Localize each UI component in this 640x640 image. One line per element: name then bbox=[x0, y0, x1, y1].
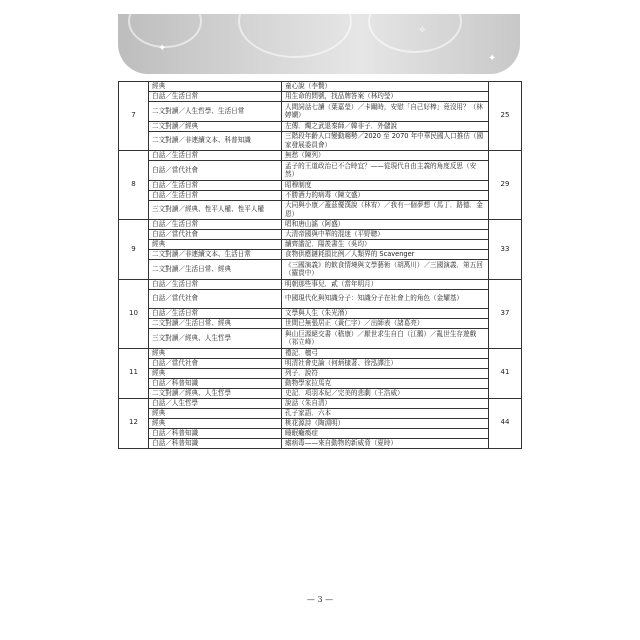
table-row bbox=[119, 428, 522, 438]
article-title: 世間已無張居正（黃仁宇）／出師表（諸葛亮） bbox=[282, 319, 489, 329]
page-reference: 44 bbox=[489, 398, 522, 448]
table-row bbox=[119, 260, 522, 280]
table-row bbox=[119, 250, 522, 260]
article-title: 不勝酒力的病毒（陳文盛） bbox=[282, 190, 489, 200]
article-title: 孟子的王道政治已不合時宜？——從現代自由主義的角度反思（安然） bbox=[282, 161, 489, 181]
text-type: 三文對讀／經典、人生哲學 bbox=[149, 329, 282, 349]
unit-number: 12 bbox=[119, 398, 149, 448]
table-row bbox=[119, 102, 522, 122]
page-reference: 37 bbox=[489, 279, 522, 348]
text-type: 二文對讀／經典 bbox=[149, 121, 282, 131]
article-title: 昭穆制度 bbox=[282, 180, 489, 190]
text-type: 經典 bbox=[149, 82, 282, 92]
unit-number: 10 bbox=[119, 279, 149, 348]
article-title: 孔子家語．六本 bbox=[282, 408, 489, 418]
text-type: 二文對讀／生活日常、經典 bbox=[149, 319, 282, 329]
table-row bbox=[119, 368, 522, 378]
text-type: 白話／當代社會 bbox=[149, 289, 282, 309]
text-type: 經典 bbox=[149, 240, 282, 250]
text-type: 白話／當代社會 bbox=[149, 161, 282, 181]
article-title: 列子．說符 bbox=[282, 368, 489, 378]
page-reference: 33 bbox=[489, 220, 522, 280]
article-title: 文學與人生（朱光潛） bbox=[282, 309, 489, 319]
text-type: 經典 bbox=[149, 368, 282, 378]
text-type: 白話／當代社會 bbox=[149, 230, 282, 240]
table-row bbox=[119, 230, 522, 240]
article-title: 續齊諧記．陽羨書生（吳均） bbox=[282, 240, 489, 250]
article-title: 左傳．燭之武退秦師／韓非子．外儲說 bbox=[282, 121, 489, 131]
text-type: 經典 bbox=[149, 418, 282, 428]
unit-number: 8 bbox=[119, 151, 149, 220]
table-row bbox=[119, 220, 522, 230]
table-row bbox=[119, 378, 522, 388]
unit-number: 7 bbox=[119, 82, 149, 151]
unit-number: 11 bbox=[119, 348, 149, 398]
article-title: 明清社會史論（何炳棣著、徐泓譯注） bbox=[282, 358, 489, 368]
table-row bbox=[119, 388, 522, 398]
text-type: 白話／生活日常 bbox=[149, 180, 282, 190]
text-type: 二文對讀／非連續文本、生活日常 bbox=[149, 250, 282, 260]
text-type: 二文對讀／生活日常、經典 bbox=[149, 260, 282, 280]
page-reference: 41 bbox=[489, 348, 522, 398]
contents-table bbox=[118, 81, 522, 449]
banner-swirl bbox=[238, 14, 352, 58]
table-row bbox=[119, 309, 522, 319]
text-type: 白話／人生哲學 bbox=[149, 398, 282, 408]
decorative-header-banner bbox=[118, 14, 520, 74]
table-row bbox=[119, 180, 522, 190]
table-row bbox=[119, 240, 522, 250]
text-type: 白話／生活日常 bbox=[149, 279, 282, 289]
text-type: 經典 bbox=[149, 348, 282, 358]
article-title: 用生命的問號，找品牌答案（林玓瑩） bbox=[282, 92, 489, 102]
table-row bbox=[119, 151, 522, 161]
table-row bbox=[119, 329, 522, 349]
table-row bbox=[119, 82, 522, 92]
table-row bbox=[119, 398, 522, 408]
article-title: 桃花源詩（陶淵明） bbox=[282, 418, 489, 428]
article-title: 說話（朱自清） bbox=[282, 398, 489, 408]
article-title: 《三國演義》的飲食情境與文學藝術（胡萬川）／三國演義．第五回（羅貫中） bbox=[282, 260, 489, 280]
page-reference: 25 bbox=[489, 82, 522, 151]
contents-table-body bbox=[119, 82, 522, 449]
text-type: 白話／生活日常 bbox=[149, 92, 282, 102]
article-title: 禮記．檀弓 bbox=[282, 348, 489, 358]
article-title: 食物供應鏈耗損比例／人類界的 Scavenger bbox=[282, 250, 489, 260]
text-type: 白話／生活日常 bbox=[149, 220, 282, 230]
article-title: 史記．項羽本紀／完美的悲劇（王浩威） bbox=[282, 388, 489, 398]
table-row bbox=[119, 319, 522, 329]
text-type: 白話／科普知識 bbox=[149, 378, 282, 388]
text-type: 白話／生活日常 bbox=[149, 190, 282, 200]
text-type: 二文對讀／經典、人生哲學 bbox=[149, 388, 282, 398]
article-title: 三階段年齡人口變動趨勢／2020 至 2070 年中華民國人口推估（國家發展委員會） bbox=[282, 131, 489, 151]
text-type: 經典 bbox=[149, 408, 282, 418]
table-row bbox=[119, 279, 522, 289]
article-title: 大同與小康／蓋茲優漢說（林宥）／我有一個夢想（馬丁．路德．金恩） bbox=[282, 200, 489, 220]
table-row bbox=[119, 348, 522, 358]
star-icon: ✧ bbox=[418, 25, 427, 36]
text-type: 白話／當代社會 bbox=[149, 358, 282, 368]
text-type: 白話／科普知識 bbox=[149, 428, 282, 438]
text-type: 白話／科普知識 bbox=[149, 438, 282, 448]
table-row bbox=[119, 408, 522, 418]
table-row bbox=[119, 418, 522, 428]
page-reference: 29 bbox=[489, 151, 522, 220]
star-icon: ✦ bbox=[158, 43, 167, 54]
article-title: 瘧病毒——來自動物的新威脅（夏時） bbox=[282, 438, 489, 448]
table-row bbox=[119, 200, 522, 220]
star-icon: ✦ bbox=[488, 53, 497, 64]
table-row bbox=[119, 190, 522, 200]
article-title: 童心說（李贄） bbox=[282, 82, 489, 92]
text-type: 二文對讀／人生哲學、生活日常 bbox=[149, 102, 282, 122]
banner-swirl bbox=[368, 14, 462, 53]
table-row bbox=[119, 131, 522, 151]
article-title: 唱和唐山謠（阿盛） bbox=[282, 220, 489, 230]
text-type: 白話／生活日常 bbox=[149, 151, 282, 161]
article-title: 無愁（陳列） bbox=[282, 151, 489, 161]
page-number: — 3 — bbox=[306, 595, 334, 604]
article-title: 動物學家拉馬克 bbox=[282, 378, 489, 388]
text-type: 二文對讀／非連續文本、科普知識 bbox=[149, 131, 282, 151]
table-row bbox=[119, 438, 522, 448]
article-title: 人間詞話七讀（葉嘉瑩）／卡關時，安慰「自己好棒」竟沒用？（林婷嫻） bbox=[282, 102, 489, 122]
table-row bbox=[119, 289, 522, 309]
table-row bbox=[119, 161, 522, 181]
text-type: 白話／生活日常 bbox=[149, 309, 282, 319]
unit-number: 9 bbox=[119, 220, 149, 280]
article-title: 中國現代化與知識分子：知識分子在社會上的角色（金耀基） bbox=[282, 289, 489, 309]
article-title: 與山巨源絕交書（嵇康）／厭世求生自白（江鵝）／亂世生存遊戲（祁立峰） bbox=[282, 329, 489, 349]
article-title: 睡眠癱瘓症 bbox=[282, 428, 489, 438]
text-type: 三文對讀／經典、性平人權、性平人權 bbox=[149, 200, 282, 220]
article-title: 大清帝國與中華的混迷（平野聰） bbox=[282, 230, 489, 240]
table-row bbox=[119, 358, 522, 368]
table-row bbox=[119, 92, 522, 102]
article-title: 明朝那些事兒．貳（當年明月） bbox=[282, 279, 489, 289]
table-row bbox=[119, 121, 522, 131]
